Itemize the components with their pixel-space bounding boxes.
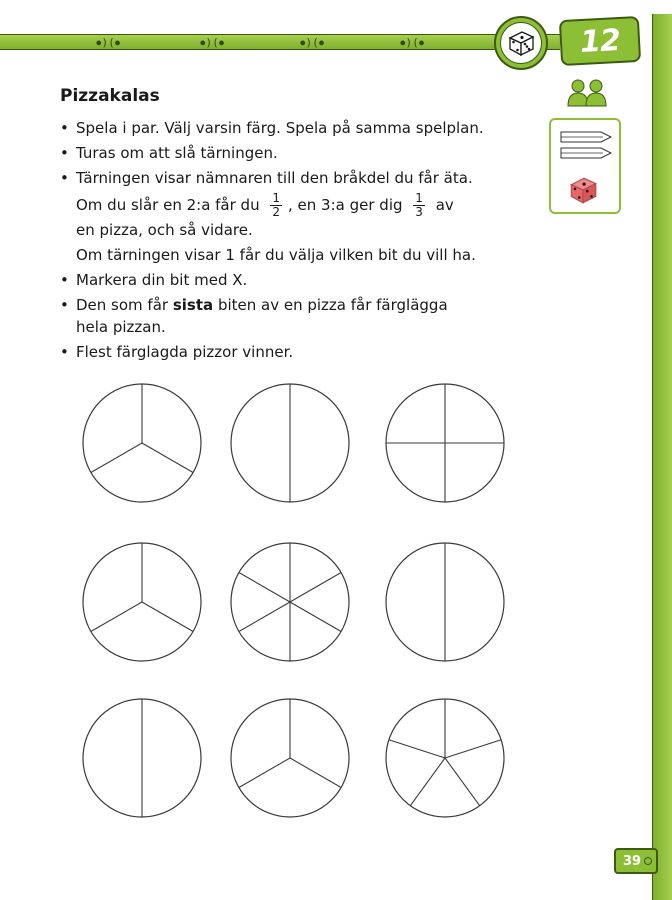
pizza-circle[interactable] xyxy=(229,697,351,819)
dice-badge xyxy=(494,16,548,70)
list-item: • Markera din bit med X. xyxy=(60,269,490,291)
pizza-circle[interactable] xyxy=(81,541,203,663)
list-item: • Turas om att slå tärningen. xyxy=(60,142,490,164)
fraction-one-half: $\frac{1}{2}$ xyxy=(272,191,281,219)
top-bamboo-bar xyxy=(0,34,560,50)
tab-dot-icon xyxy=(644,857,652,865)
chapter-number: 12 xyxy=(579,22,621,60)
list-item: • Den som får sista biten av en pizza får färglägga hela pizzan. xyxy=(60,294,490,338)
two-players-icon xyxy=(566,78,608,108)
pizza-circle[interactable] xyxy=(81,697,203,819)
page-number-tab xyxy=(614,848,658,874)
materials-box xyxy=(549,118,621,214)
page-title: Pizzakalas xyxy=(60,86,160,106)
pizza-circle[interactable] xyxy=(384,382,506,504)
bamboo-knot-icon: ⦁)(⦁ xyxy=(96,36,121,49)
chapter-number-badge xyxy=(559,16,641,66)
fraction-one-third: $\frac{1}{3}$ xyxy=(415,191,423,219)
side-bamboo-bar xyxy=(652,14,672,900)
instruction-list xyxy=(60,117,490,366)
bamboo-knot-icon: ⦁)(⦁ xyxy=(200,36,225,49)
rule-paragraph: Om tärningen visar 1 får du välja vilken bit du vill ha. xyxy=(76,246,476,264)
pizza-circle[interactable] xyxy=(384,541,506,663)
example-paragraph: Om du slår en 2:a får du $\frac{1}{2}$ , en 3:a ger dig $\frac{1}{3}$ av en pizza, och så vidare. xyxy=(76,191,454,239)
pencils-icon xyxy=(559,128,615,164)
bamboo-knot-icon: ⦁)(⦁ xyxy=(300,36,325,49)
list-item: • Tärningen visar nämnaren till den bråkdel du får äta. xyxy=(60,167,490,189)
list-item: • Spela i par. Välj varsin färg. Spela på samma spelplan. xyxy=(60,117,490,139)
bamboo-knot-icon: ⦁)(⦁ xyxy=(400,36,425,49)
list-item: • Flest färglagda pizzor vinner. xyxy=(60,341,490,363)
pizza-circle[interactable] xyxy=(229,541,351,663)
red-dice-icon xyxy=(567,174,599,206)
pizza-circle[interactable] xyxy=(81,382,203,504)
dice-icon xyxy=(506,28,536,58)
pizza-circle[interactable] xyxy=(229,382,351,504)
pizza-circle[interactable] xyxy=(384,697,506,819)
page-number: 39 xyxy=(623,853,642,869)
